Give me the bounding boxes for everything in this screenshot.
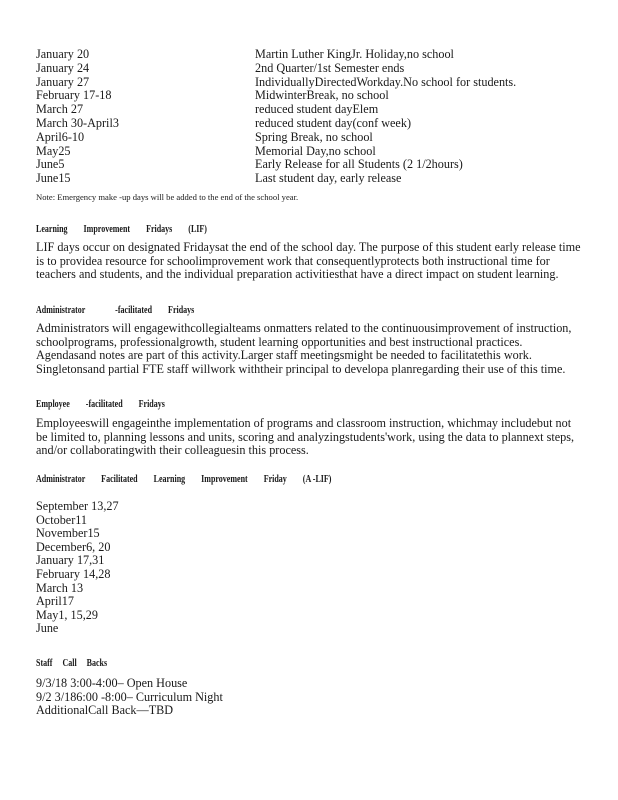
alif-date: March 13 [36, 580, 84, 595]
calendar-event: IndividuallyDirectedWorkday.No school for students. [255, 74, 517, 89]
callback-item: 9/2 3/186:00 -8:00– Curriculum Night [36, 689, 223, 704]
alif-date: December6, 20 [36, 539, 111, 554]
calendar-date: March 27 [36, 102, 84, 117]
callback-item: AdditionalCall Back—TBD [36, 703, 174, 718]
calendar-event: reduced student dayElem [255, 102, 379, 117]
calendar-row [36, 103, 596, 117]
calendar-event: Last student day, early release [255, 171, 402, 186]
alif-heading: Administrator Facilitated Learning Improvement Friday (A -LIF) [36, 474, 332, 485]
calendar-row [36, 48, 596, 62]
calendar-row [36, 131, 596, 145]
calendar-date: February 17-18 [36, 88, 112, 103]
employee-facilitated-heading: Employee -facilitated Fridays [36, 399, 165, 410]
calendar-date: June5 [36, 157, 65, 172]
calendar-event: reduced student day(conf week) [255, 115, 411, 130]
admin-facilitated-heading: Administrator -facilitated Fridays [36, 305, 195, 316]
calendar-row [36, 117, 596, 131]
alif-date: April17 [36, 594, 74, 609]
calendar-date: March 30-April3 [36, 115, 119, 130]
alif-date: January 17,31 [36, 553, 105, 568]
alif-date: May1, 15,29 [36, 607, 98, 622]
alif-date: November15 [36, 526, 100, 541]
calendar-event: Spring Break, no school [255, 129, 373, 144]
calendar-event: 2nd Quarter/1st Semester ends [255, 60, 405, 75]
calendar-row [36, 62, 596, 76]
calendar-list [36, 48, 596, 186]
calendar-date: April6-10 [36, 129, 85, 144]
calendar-date: January 27 [36, 74, 90, 89]
callbacks-heading: Staff Call Backs [36, 658, 108, 669]
calendar-event: Martin Luther KingJr. Holiday,no school [255, 47, 454, 61]
emergency-note: Note: Emergency make -up days will be added to the end of the school year. [36, 192, 299, 202]
calendar-event: Early Release for all Students (2 1/2hours) [255, 157, 463, 172]
alif-date: June [36, 621, 59, 636]
calendar-row [36, 89, 596, 103]
callbacks-list [36, 677, 223, 718]
calendar-date: January 20 [36, 47, 90, 61]
calendar-date: January 24 [36, 60, 90, 75]
calendar-date: May25 [36, 143, 71, 158]
calendar-row [36, 158, 596, 172]
alif-date-list [36, 500, 119, 636]
alif-date: October11 [36, 512, 87, 527]
calendar-event: MidwinterBreak, no school [255, 88, 389, 103]
calendar-row [36, 145, 596, 159]
alif-date: February 14,28 [36, 566, 111, 581]
alif-date: September 13,27 [36, 499, 119, 513]
lif-paragraph: LIF days occur on designated Fridaysat the end of the school day. The purpose of this student early release time is to providea resource for schoolimprovement work that consequentlyprotects both instructional time for teachers and students, and the individual preparation activitiesthat have a direct impact on student learning. [36, 240, 581, 282]
lif-heading: Learning Improvement Fridays (LIF) [36, 224, 207, 235]
calendar-event: Memorial Day,no school [255, 143, 376, 158]
calendar-date: June15 [36, 171, 71, 186]
employee-facilitated-paragraph: Employeeswill engageinthe implementation of programs and classroom instruction, whichmay includebut not be limited to, planning lessons and units, scoring and analyzingstudents'work, using the data to plannext steps, and/or collaboratingwith their colleaguesin this process. [36, 416, 575, 458]
calendar-row [36, 76, 596, 90]
admin-facilitated-paragraph: Administrators will engagewithcollegialteams onmatters related to the continuousimprovement of instruction, schoolprograms, professionalgrowth, student learning opportunities and best instructional practices. Agendasand notes are part of this activity.Larger staff meetingsmight be needed to facilitatethis work. Singletonsand partial FTE staff willwork withtheir principal to developa planregarding their use of this time. [36, 321, 572, 376]
callback-item: 9/3/18 3:00-4:00– Open House [36, 676, 188, 690]
calendar-row [36, 172, 596, 186]
